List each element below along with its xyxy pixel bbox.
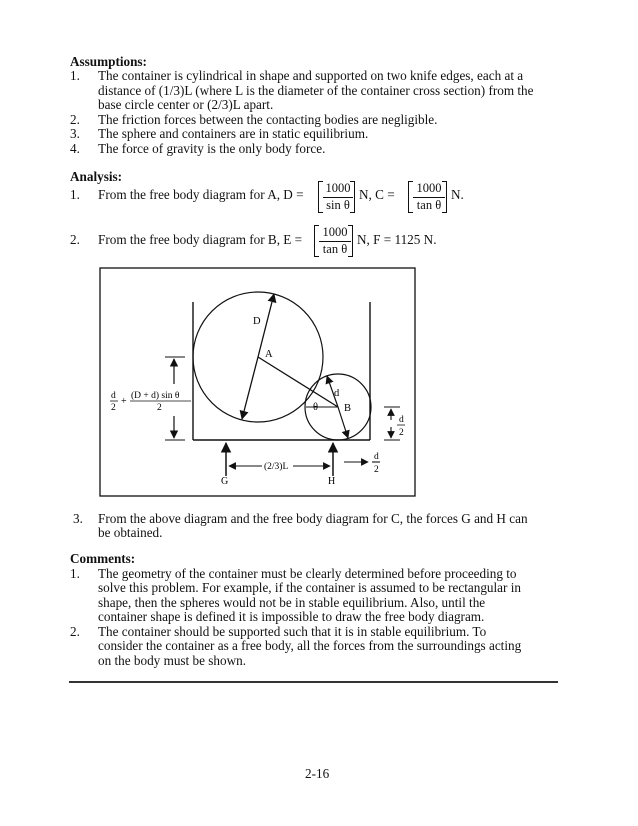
fraction-numerator: 1000 (416, 181, 442, 195)
comment-line: shape, then the spheres would not be in stable equilibrium. Also, until the (98, 595, 486, 610)
assumption-line: base circle center or (2/3)L apart. (98, 97, 274, 112)
fraction-denominator: sin θ (326, 198, 350, 212)
analysis-text: N. (451, 187, 464, 202)
fraction-numerator: 1000 (322, 225, 348, 239)
label-theta: θ (313, 402, 319, 413)
comment-number: 2. (70, 624, 80, 639)
analysis-number: 3. (73, 511, 83, 526)
bottom-dim-d: d (374, 452, 379, 462)
left-dim-numerator: (D + d) sin θ (131, 391, 180, 401)
analysis-number: 2. (70, 232, 80, 247)
left-dim-2: 2 (111, 403, 116, 413)
assumption-line: distance of (1/3)L (where L is the diameter of the container cross section) from the (98, 83, 534, 98)
analysis-heading: Analysis: (70, 169, 123, 184)
center-line (258, 357, 338, 407)
diameter-d-arrow-down (242, 357, 258, 419)
analysis-text: From the free body diagram for A, D = (98, 187, 304, 202)
label-g: G (221, 476, 229, 487)
horizontal-rule (69, 681, 558, 683)
comment-line: The container should be supported such that it is in stable equilibrium. To (98, 624, 487, 639)
label-d: D (253, 316, 261, 327)
comment-line: solve this problem. For example, if the container is assumed to be rectangular in (98, 580, 521, 595)
analysis-line: From the above diagram and the free body diagram for C, the forces G and H can (98, 511, 528, 526)
label-a: A (265, 349, 273, 360)
assumption-line: The sphere and containers are in static equilibrium. (98, 126, 369, 141)
analysis-text: From the free body diagram for B, E = (98, 232, 303, 247)
analysis-number: 1. (70, 187, 80, 202)
comment-line: on the body must be shown. (98, 653, 246, 668)
assumption-number: 2. (70, 112, 80, 127)
assumption-line: The container is cylindrical in shape and supported on two knife edges, each at a (98, 68, 524, 83)
analysis-line: be obtained. (98, 525, 163, 540)
assumption-number: 3. (70, 126, 80, 141)
left-dim-plus: + (121, 396, 127, 407)
label-b: B (344, 403, 352, 414)
assumptions-heading: Assumptions: (70, 54, 147, 69)
left-dim-d: d (111, 391, 116, 401)
label-small-d: d (334, 388, 340, 399)
fraction-numerator: 1000 (325, 181, 351, 195)
left-dim-denominator: 2 (157, 403, 162, 413)
comments-heading: Comments: (70, 551, 136, 566)
analysis-text: N, F = 1125 N. (357, 232, 437, 247)
comment-line: container shape is defined it is impossible to draw the free body diagram. (98, 609, 485, 624)
label-h: H (328, 476, 336, 487)
assumption-number: 4. (70, 141, 80, 156)
assumption-line: The force of gravity is the only body force. (98, 141, 326, 156)
comment-number: 1. (70, 566, 80, 581)
page-number: 2-16 (305, 766, 330, 781)
fraction-denominator: tan θ (322, 242, 348, 256)
assumption-line: The friction forces between the contacting bodies are negligible. (98, 112, 438, 127)
right-dim-2: 2 (399, 428, 404, 438)
comment-line: The geometry of the container must be clearly determined before proceeding to (98, 566, 517, 581)
bottom-dim-2: 2 (374, 465, 379, 475)
right-dim-d: d (399, 415, 404, 425)
analysis-text: N, C = (359, 187, 395, 202)
comment-line: consider the container as a free body, all the forces from the surroundings acting (98, 638, 522, 653)
span-label: (2/3)L (264, 462, 289, 472)
fraction-denominator: tan θ (416, 198, 442, 212)
assumption-number: 1. (70, 68, 80, 83)
